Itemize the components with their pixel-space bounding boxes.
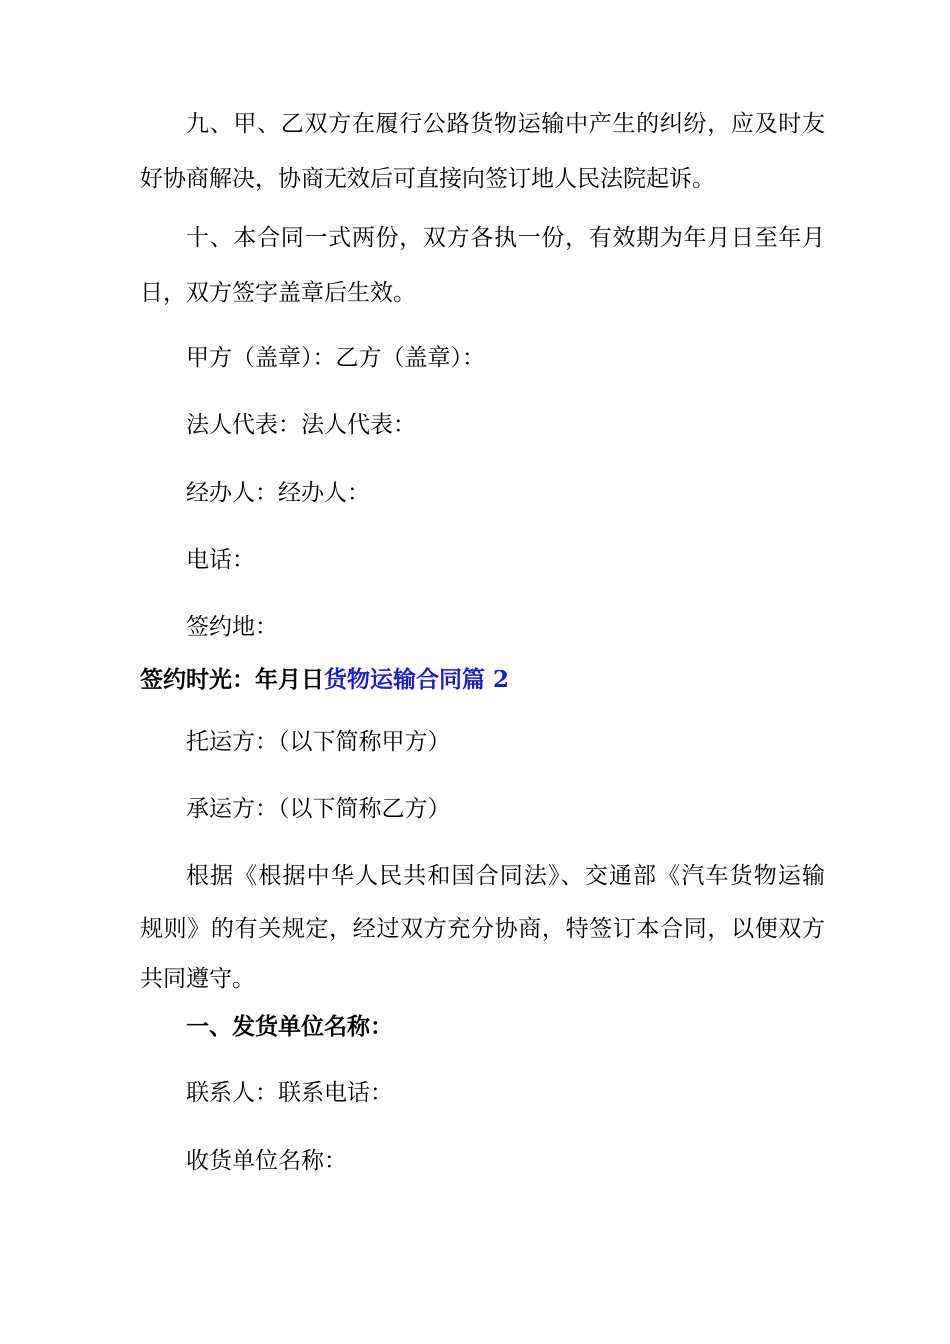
phone-line: 电话： <box>186 547 255 573</box>
basis-line-2: 规则》的有关规定，经过双方充分协商，特签订本合同，以便双方 <box>140 916 825 942</box>
section-heading <box>140 660 509 700</box>
handler-line: 经办人：经办人： <box>186 480 370 506</box>
clause-nine <box>140 97 825 207</box>
clause-ten-line-2: 日，双方签字盖章后生效。 <box>140 280 416 306</box>
contract-title-link[interactable]: 货物运输合同篇 2 <box>324 666 510 693</box>
section-one-title: 一、发货单位名称： <box>186 1013 393 1040</box>
legal-representative-line: 法人代表：法人代表： <box>186 412 416 438</box>
clause-nine-line-2: 好协商解决，协商无效后可直接向签订地人民法院起诉。 <box>140 166 715 192</box>
clause-nine-line-1: 九、甲、乙双方在履行公路货物运输中产生的纠纷，应及时友 <box>186 111 825 137</box>
sign-place-line: 签约地： <box>186 614 278 640</box>
basis-line-3: 共同遵守。 <box>140 966 255 992</box>
heading-sign-time: 签约时光：年月日 <box>140 666 324 693</box>
receiver-line: 收货单位名称： <box>186 1148 347 1174</box>
clause-ten <box>140 211 825 321</box>
party-seal-line: 甲方（盖章）：乙方（盖章）： <box>186 345 485 371</box>
basis-paragraph <box>140 849 825 1004</box>
clause-ten-line-1: 十、本合同一式两份，双方各执一份，有效期为年月日至年月 <box>186 225 825 251</box>
shipper-line: 托运方：（以下简称甲方） <box>186 729 451 755</box>
basis-line-1: 根据《根据中华人民共和国合同法》、交通部《汽车货物运输 <box>186 863 825 889</box>
contact-line: 联系人：联系电话： <box>186 1080 393 1106</box>
carrier-line: 承运方：（以下简称乙方） <box>186 796 451 822</box>
